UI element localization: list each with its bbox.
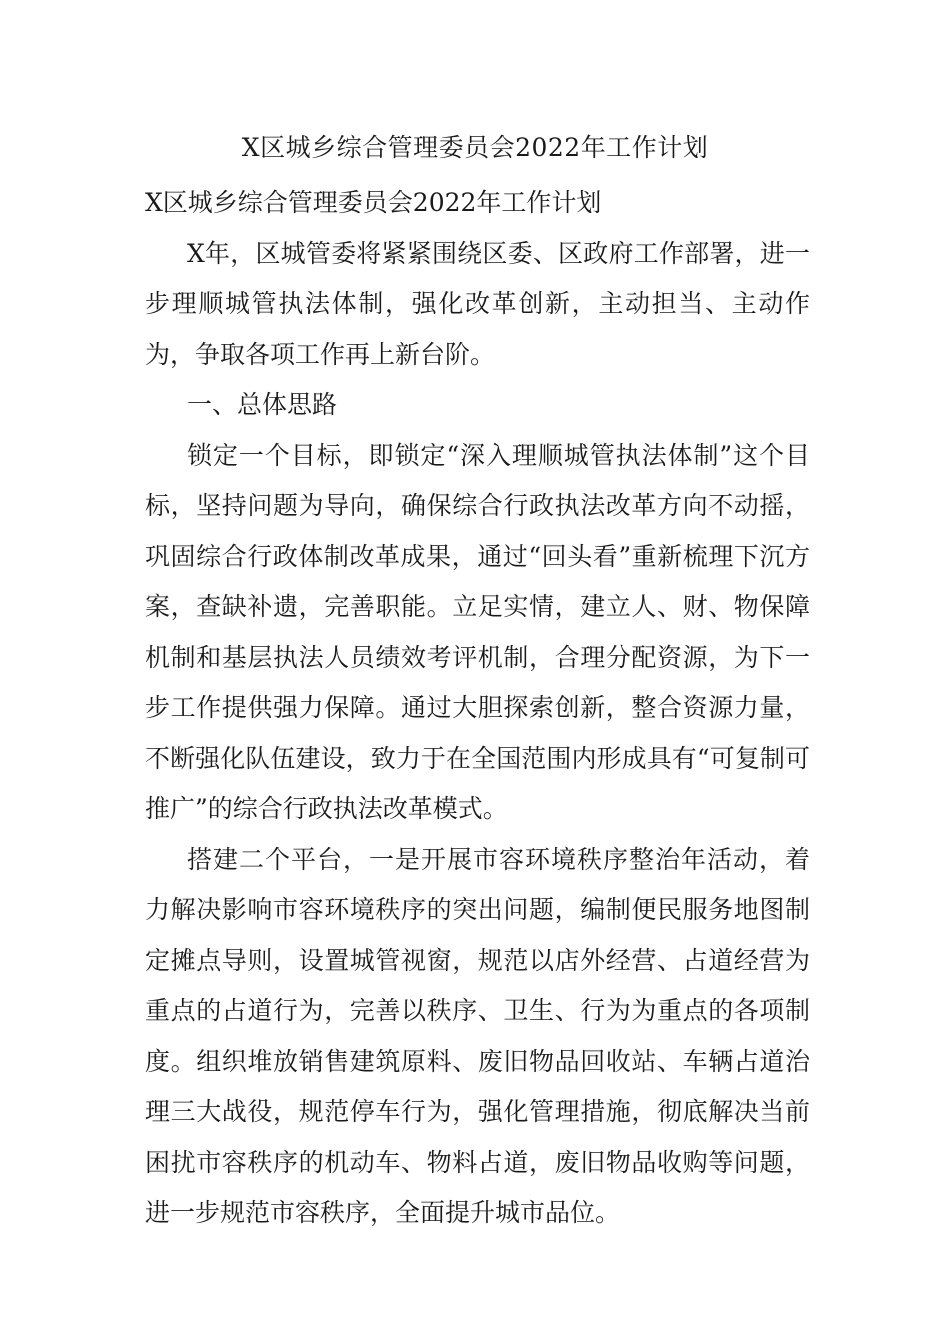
document-title: X区城乡综合管理委员会2022年工作计划 [241, 133, 709, 162]
document-body [145, 178, 810, 1239]
intro-paragraph: X年，区城管委将紧紧围绕区委、区政府工作部署，进一步理顺城管执法体制，强化改革创新，主动担当、主动作为，争取各项工作再上新台阶。 [145, 238, 810, 369]
body-paragraph: 搭建二个平台，一是开展市容环境秩序整治年活动，着力解决影响市容环境秩序的突出问题，编制便民服务地图制定摊点导则，设置城管视窗，规范以店外经营、占道经营为重点的占道行为，完善以秩序、卫生、行为为重点的各项制度。组织堆放销售建筑原料、废旧物品回收站、车辆占道治理三大战役，规范停车行为，强化管理措施，彻底解决当前困扰市容秩序的机动车、物料占道，废旧物品收购等问题，进一步规范市容秩序，全面提升城市品位。 [145, 844, 810, 1227]
document-subtitle: X区城乡综合管理委员会2022年工作计划 [145, 188, 602, 217]
body-paragraph: 锁定一个目标，即锁定“深入理顺城管执法体制”这个目标，坚持问题为导向，确保综合行政执法改革方向不动摇，巩固综合行政体制改革成果，通过“回头看”重新梳理下沉方案，查缺补遗，完善职能。立足实情，建立人、财、物保障机制和基层执法人员绩效考评机制，合理分配资源，为下一步工作提供强力保障。通过大胆探索创新，整合资源力量，不断强化队伍建设，致力于在全国范围内形成具有“可复制可推广”的综合行政执法改革模式。 [145, 440, 810, 823]
section-heading: 一、总体思路 [187, 390, 338, 419]
